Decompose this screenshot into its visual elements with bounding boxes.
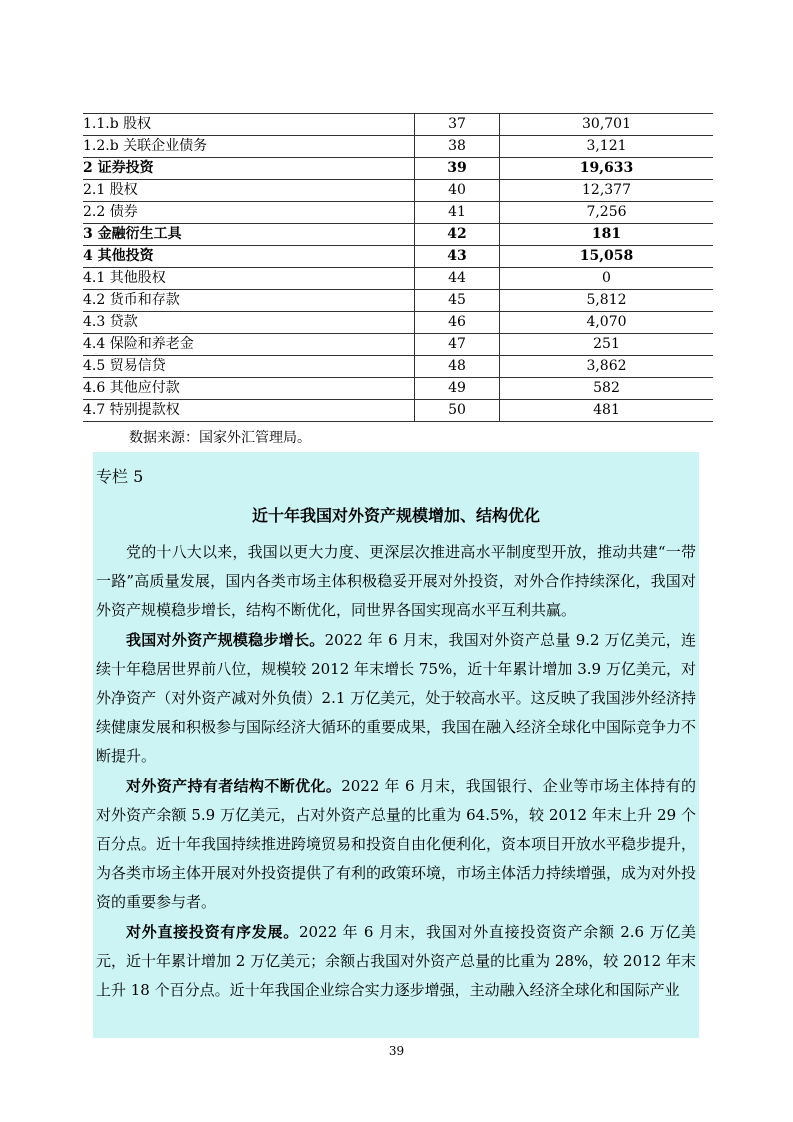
table-row <box>83 136 713 158</box>
item-name: 4.2 货币和存款 <box>83 290 415 312</box>
table-row <box>83 158 713 180</box>
line-code: 46 <box>415 312 500 334</box>
table-row <box>83 378 713 400</box>
box-title: 近十年我国对外资产规模增加、结构优化 <box>251 506 540 525</box>
table-row <box>83 246 713 268</box>
item-value: 12,377 <box>500 180 714 202</box>
line-code: 41 <box>415 202 500 224</box>
item-value: 5,812 <box>500 290 714 312</box>
balance-table <box>83 113 713 422</box>
item-name: 2.1 股权 <box>83 180 415 202</box>
item-value: 30,701 <box>500 114 714 136</box>
box-label: 专栏 5 <box>96 467 144 486</box>
line-code: 43 <box>415 246 500 268</box>
source-note: 数据来源：国家外汇管理局。 <box>129 430 311 446</box>
table-row <box>83 114 713 136</box>
intro-paragraph: 党的十八大以来，我国以更大力度、更深层次推进高水平制度型开放，推动共建“一带一路”高质量发展，国内各类市场主体积极稳妥开展对外投资，对外合作持续深化，我国对外资产规模稳步增长，结构不断优化，同世界各国实现高水平互利共赢。 <box>96 543 696 619</box>
table-row <box>83 224 713 246</box>
line-code: 44 <box>415 268 500 290</box>
table-row <box>83 312 713 334</box>
line-code: 47 <box>415 334 500 356</box>
line-code: 40 <box>415 180 500 202</box>
item-value: 582 <box>500 378 714 400</box>
paragraph-lead: 对外资产持有者结构不断优化。 <box>126 777 342 795</box>
box-body <box>96 538 696 1006</box>
paragraph-holder-structure <box>96 772 696 917</box>
paragraph-assets-growth <box>96 626 696 771</box>
line-code: 45 <box>415 290 500 312</box>
item-name: 4.4 保险和养老金 <box>83 334 415 356</box>
table-row <box>83 202 713 224</box>
page-number: 39 <box>388 1044 405 1058</box>
item-value: 3,121 <box>500 136 714 158</box>
item-value: 19,633 <box>500 158 714 180</box>
item-value: 4,070 <box>500 312 714 334</box>
paragraph-lead: 我国对外资产规模稳步增长。 <box>126 631 325 649</box>
item-value: 251 <box>500 334 714 356</box>
item-value: 7,256 <box>500 202 714 224</box>
item-value: 181 <box>500 224 714 246</box>
item-value: 15,058 <box>500 246 714 268</box>
column-box <box>93 452 699 1038</box>
item-name: 3 金融衍生工具 <box>83 224 415 246</box>
line-code: 50 <box>415 400 500 422</box>
item-name: 1.1.b 股权 <box>83 114 415 136</box>
item-value: 481 <box>500 400 714 422</box>
paragraph-body: 2022 年 6 月末，我国银行、企业等市场主体持有的对外资产余额 5.9 万亿美元，占对外资产总量的比重为 64.5%，较 2012 年末上升 29 个百分点。近十年我国持续推进跨境贸易和投资自由化便利化，资本项目开放水平稳步提升，为各类市场主体开展对外投资提供了有利的政策环境，市场主体活力持续增强，成为对外投资的重要参与者。 <box>96 777 697 911</box>
item-name: 1.2.b 关联企业债务 <box>83 136 415 158</box>
line-code: 38 <box>415 136 500 158</box>
table-row <box>83 290 713 312</box>
item-name: 2 证券投资 <box>83 158 415 180</box>
item-name: 2.2 债券 <box>83 202 415 224</box>
item-name: 4.5 贸易信贷 <box>83 356 415 378</box>
table-row <box>83 180 713 202</box>
paragraph-body: 2022 年 6 月末，我国对外直接投资资产余额 2.6 万亿美元，近十年累计增加 2 万亿美元；余额占我国对外资产总量的比重为 28%，较 2012 年末上升 18 个百分点。近十年我国企业综合实力逐步增强，主动融入经济全球化和国际产业 <box>96 923 696 999</box>
item-value: 0 <box>500 268 714 290</box>
item-value: 3,862 <box>500 356 714 378</box>
line-code: 37 <box>415 114 500 136</box>
table-row <box>83 400 713 422</box>
line-code: 49 <box>415 378 500 400</box>
item-name: 4.6 其他应付款 <box>83 378 415 400</box>
table-row <box>83 356 713 378</box>
paragraph-direct-investment <box>96 918 696 1005</box>
paragraph-lead: 对外直接投资有序发展。 <box>126 923 299 941</box>
item-name: 4.3 贷款 <box>83 312 415 334</box>
line-code: 42 <box>415 224 500 246</box>
paragraph-body: 2022 年 6 月末，我国对外资产总量 9.2 万亿美元，连续十年稳居世界前八位，规模较 2012 年末增长 75%，近十年累计增加 3.9 万亿美元，对外净资产（对外资产减对外负债）2.1 万亿美元，处于较高水平。这反映了我国涉外经济持续健康发展和积极参与国际经济大循环的重要成果，我国在融入经济全球化中国际竞争力不断提升。 <box>96 631 697 765</box>
line-code: 39 <box>415 158 500 180</box>
table-row <box>83 334 713 356</box>
item-name: 4.1 其他股权 <box>83 268 415 290</box>
item-name: 4.7 特别提款权 <box>83 400 415 422</box>
item-name: 4 其他投资 <box>83 246 415 268</box>
table-row <box>83 268 713 290</box>
line-code: 48 <box>415 356 500 378</box>
